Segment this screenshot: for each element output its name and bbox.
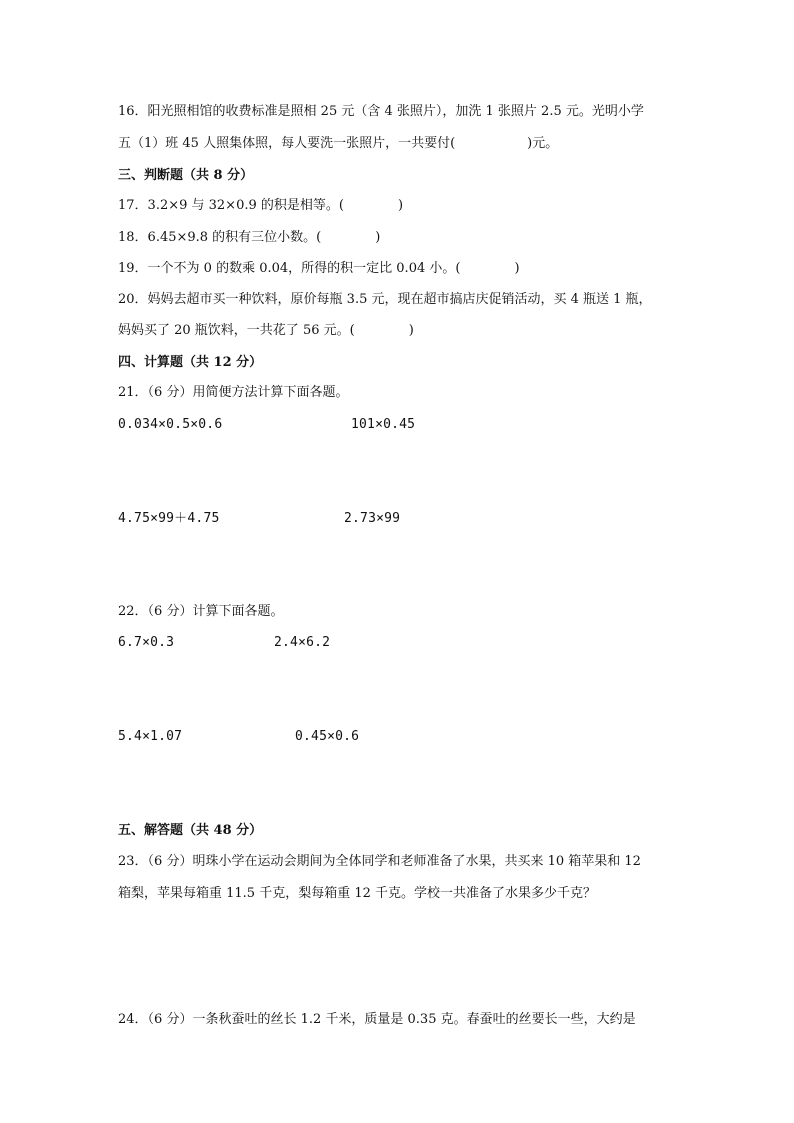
calc-expression: 6.7×0.3	[118, 635, 175, 650]
calc-expression: 0.45×0.6	[295, 729, 360, 744]
calc-expression: 5.4×1.07	[118, 729, 183, 744]
question-19	[118, 261, 520, 277]
section-3-heading: 三、判断题（共 8 分）	[118, 168, 254, 183]
question-17-text: 17．3.2×9 与 32×0.9 的积是相等。(	[118, 198, 344, 213]
calc-expression: 4.75×99＋4.75	[118, 511, 220, 526]
question-16-text: 五（1）班 45 人照集体照，每人要洗一张照片，一共要付(	[118, 136, 456, 151]
question-18	[118, 230, 380, 246]
calc-expression: 2.4×6.2	[274, 635, 331, 650]
question-17-close: )	[397, 198, 404, 213]
question-20-line-1: 20．妈妈去超市买一种饮料，原价每瓶 3.5 元，现在超市搞店庆促销活动，买 4 瓶送 1 瓶，	[118, 292, 652, 307]
question-17	[118, 198, 403, 214]
calc-expression: 0.034×0.5×0.6	[118, 417, 223, 432]
question-20-text: 妈妈买了 20 瓶饮料，一共花了 56 元。(	[118, 323, 355, 338]
question-16-suffix: )元。	[527, 136, 559, 151]
question-23-line-2: 箱梨，苹果每箱重 11.5 千克，梨每箱重 12 千克。学校一共准备了水果多少千克？	[118, 886, 597, 901]
question-19-text: 19．一个不为 0 的数乘 0.04，所得的积一定比 0.04 小。(	[118, 261, 461, 276]
question-18-close: )	[375, 230, 381, 245]
calc-expression: 101×0.45	[351, 417, 416, 432]
calc-expression: 2.73×99	[344, 511, 401, 526]
section-4-heading: 四、计算题（共 12 分）	[118, 355, 263, 370]
question-20-line-2	[118, 323, 414, 339]
question-22: 22．（6 分）计算下面各题。	[118, 604, 284, 619]
section-5-heading: 五、解答题（共 48 分）	[118, 823, 263, 838]
question-24-line-1: 24．（6 分）一条秋蚕吐的丝长 1.2 千米，质量是 0.35 克。春蚕吐的丝要长一些，大约是	[118, 1012, 636, 1027]
question-20-close: )	[408, 323, 414, 338]
question-23-line-1: 23．（6 分）明珠小学在运动会期间为全体同学和老师准备了水果，共买来 10 箱苹果和 12	[118, 854, 641, 869]
question-21: 21．（6 分）用简便方法计算下面各题。	[118, 385, 349, 400]
question-18-text: 18．6.45×9.8 的积有三位小数。(	[118, 230, 322, 245]
question-16-line-1: 16．阳光照相馆的收费标准是照相 25 元（含 4 张照片），加洗 1 张照片 2.5 元。光明小学	[118, 104, 644, 119]
question-16-line-2	[118, 136, 558, 152]
question-19-close: )	[514, 261, 520, 276]
